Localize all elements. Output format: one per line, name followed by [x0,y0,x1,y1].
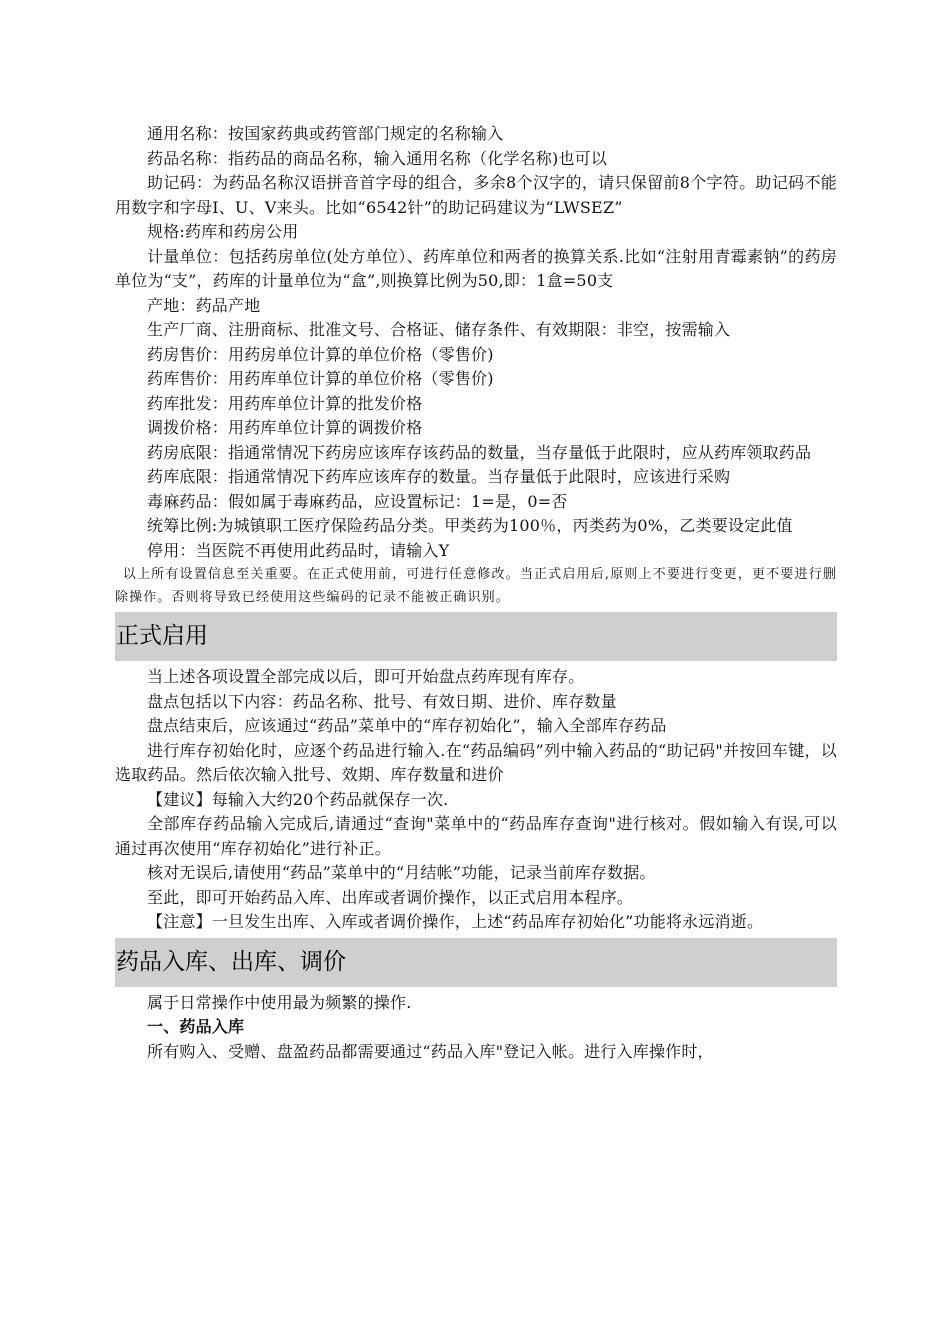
paragraph: 助记码：为药品名称汉语拼音首字母的组合，多余8个汉字的，请只保留前8个字符。助记码不能用数字和字母I、U、V来头。比如“6542针”的助记码建议为“LWSEZ” [115,173,837,217]
paragraph: 计量单位：包括药房单位(处方单位）、药库单位和两者的换算关系.比如“注射用青霉素钠”的药房单位为“支”，药库的计量单位为“盒”,则换算比例为50,即：1盒=50支 [115,246,837,290]
paragraph: 所有购入、受赠、盘盈药品都需要通过“药品入库"登记入帐。进行入库操作时， [147,1041,714,1061]
paragraph: 当上述各项设置全部完成以后，即可开始盘点药库现有库存。 [147,667,585,686]
subsection-title: 一、药品入库 [147,1017,245,1036]
paragraph: 至此，即可开始药品入库、出库或者调价操作，以正式启用本程序。 [147,887,634,907]
paragraph: 毒麻药品：假如属于毒麻药品，应设置标记：1=是，0=否 [147,491,568,511]
important-note: 以上所有设置信息至关重要。在正式使用前，可进行任意修改。当正式启用后,原则上不要进行变更，更不要进行删除操作。否则将导致已经使用这些编码的记录不能被正确识别。 [115,567,837,605]
paragraph: 药库批发：用药库单位计算的批发价格 [147,393,423,413]
section-heading-stock-operations: 药品入库、出库、调价 [115,938,837,987]
paragraph: 属于日常操作中使用最为频繁的操作. [147,992,412,1012]
paragraph: 产地：药品产地 [147,295,261,315]
paragraph: 全部库存药品输入完成后,请通过“查询"菜单中的“药品库存查询"进行核对。假如输入有误,可以通过再次使用“库存初始化”进行补正。 [115,814,837,858]
stock-operations-section [115,991,837,1065]
paragraph: 进行库存初始化时，应逐个药品进行输入.在“药品编码”列中输入药品的“助记码"并按回车键，以选取药品。然后依次输入批号、效期、库存数量和进价 [115,740,837,784]
official-launch-section [115,665,837,935]
paragraph: 药库售价：用药库单位计算的单位价格（零售价) [147,369,494,388]
paragraph: 【注意】一旦发生出库、入库或者调价操作，上述“药品库存初始化”功能将永远消逝。 [147,912,764,931]
paragraph: 通用名称：按国家药典或药管部门规定的名称输入 [147,124,504,143]
paragraph: 药库底限：指通常情况下药库应该库存的数量。当存量低于此限时，应该进行采购 [147,467,731,486]
section-heading-official-launch: 正式启用 [115,612,837,661]
document-page [115,122,837,1064]
paragraph: 生产厂商、注册商标、批准文号、合格证、储存条件、有效期限：非空，按需输入 [147,320,731,339]
paragraph: 药房底限：指通常情况下药房应该库存该药品的数量，当存量低于此限时，应从药库领取药品 [147,442,812,462]
paragraph: 停用：当医院不再使用此药品时，请输入Y [147,540,450,560]
paragraph: 规格:药库和药房公用 [147,222,299,241]
paragraph: 药房售价：用药房单位计算的单位价格（零售价) [147,344,494,364]
paragraph: 药品名称：指药品的商品名称，输入通用名称（化学名称)也可以 [147,148,608,168]
field-descriptions [115,122,837,609]
paragraph: 核对无误后,请使用“药品”菜单中的“月结帐”功能，记录当前库存数据。 [147,863,656,882]
paragraph: 调拨价格：用药库单位计算的调拨价格 [147,418,423,437]
paragraph: 统筹比例:为城镇职工医疗保险药品分类。甲类药为100％，丙类药为0%，乙类要设定此值 [147,516,793,535]
paragraph: 【建议】每输入大约20个药品就保存一次. [147,789,449,809]
paragraph: 盘点包括以下内容：药品名称、批号、有效日期、进价、库存数量 [147,691,617,711]
paragraph: 盘点结束后，应该通过“药品”菜单中的“库存初始化”，输入全部库存药品 [147,716,667,735]
